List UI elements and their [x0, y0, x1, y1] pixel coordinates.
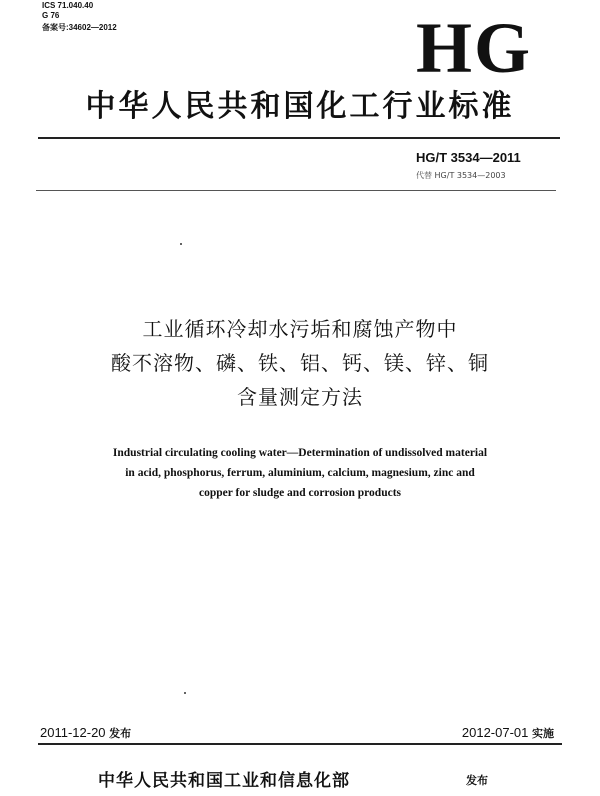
issuing-label: 发布 [466, 774, 488, 787]
issuing-authority: 中华人民共和国工业和信息化部 [98, 771, 350, 791]
issue-date: 2011-12-20 [40, 725, 106, 740]
english-title-line-2: in acid, phosphorus, ferrum, aluminium, calcium, magnesium, zinc and [125, 467, 475, 479]
top-divider [38, 137, 560, 139]
standard-category-title: 中华人民共和国化工行业标准 [85, 89, 515, 124]
issue-label: 发布 [109, 727, 132, 740]
bottom-divider [38, 743, 562, 745]
ics-code: ICS 71.040.40 [42, 1, 94, 10]
implementation-date-block [462, 725, 554, 741]
implementation-date: 2012-07-01 [461, 725, 529, 740]
replaces-note: 代替 HG/T 3534—2003 [416, 171, 506, 180]
gb-classification: G 76 [42, 11, 60, 20]
implementation-label: 实施 [532, 727, 554, 740]
record-number: 备案号:34602—2012 [42, 23, 117, 32]
chinese-title-line-3: 含量测定方法 [237, 385, 363, 409]
hg-logo: HG [415, 8, 532, 88]
issue-date-block [40, 725, 131, 741]
scan-speck [184, 692, 186, 694]
scan-speck [180, 243, 182, 245]
chinese-title-line-2: 酸不溶物、磷、铁、铝、钙、镁、锌、铜 [111, 351, 489, 375]
standard-number: HG/T 3534—2011 [416, 150, 521, 165]
middle-divider [36, 190, 556, 191]
chinese-title-line-1: 工业循环冷却水污垢和腐蚀产物中 [142, 317, 458, 341]
english-title-line-3: copper for sludge and corrosion products [198, 487, 402, 499]
english-title-line-1: Industrial circulating cooling water—Determination of undissolved material [112, 447, 488, 459]
